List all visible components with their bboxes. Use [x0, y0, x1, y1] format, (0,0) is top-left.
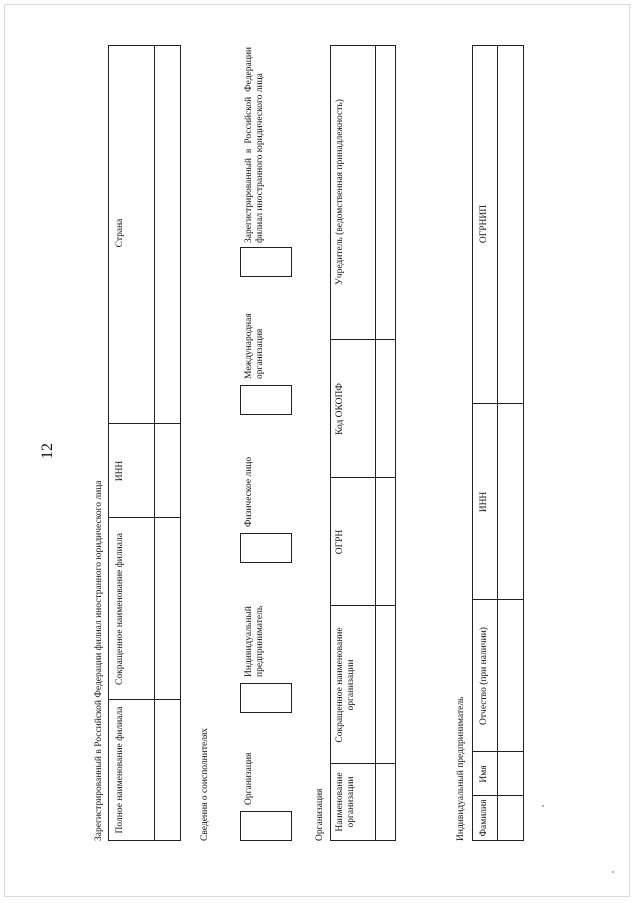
ie-header-name: Имя — [479, 765, 489, 783]
ie-header-patronymic: Отчество (при наличии) — [479, 627, 489, 725]
option-foreign-branch-label: Зарегистрированный в Российской Федерации филиал иностранного юридического лица — [244, 47, 265, 243]
org-header-ogrn: ОГРН — [335, 529, 345, 555]
entrepreneur-caption: Индивидуальный предприниматель — [456, 696, 466, 841]
co-executors-caption: Сведения о соисполнителях — [200, 727, 210, 841]
option-international-org-label: Международная организация — [244, 313, 265, 379]
checkbox-entrepreneur[interactable] — [240, 683, 292, 713]
branch-header-inn: ИНН — [115, 460, 125, 482]
ie-header-inn: ИНН — [479, 491, 489, 513]
org-header-founder: Учредитель (ведомственная принадлежность) — [335, 99, 345, 285]
scan-speck — [612, 871, 614, 873]
branch-header-full-name: Полное наименование филиала — [115, 706, 125, 834]
branch-caption: Зарегистрированный в Российской Федерации филиал иностранного юридического лица — [94, 480, 104, 841]
checkbox-foreign-branch[interactable] — [240, 247, 292, 277]
checkbox-international-org[interactable] — [240, 385, 292, 415]
branch-table — [108, 45, 181, 841]
org-header-name: Наименование организации — [335, 772, 356, 832]
branch-header-short-name: Сокращенное наименование филиала — [115, 533, 125, 685]
organization-table — [330, 45, 396, 841]
option-individual-label: Физическое лицо — [244, 456, 254, 527]
entrepreneur-table — [472, 45, 524, 841]
scan-speck — [542, 805, 544, 807]
ie-header-surname: Фамилия — [479, 799, 489, 837]
option-entrepreneur-label: Индивидуальный предприниматель — [244, 605, 265, 677]
page-number: 12 — [39, 443, 56, 459]
ie-header-ogrnip: ОГРНИП — [479, 204, 489, 244]
checkbox-organization[interactable] — [240, 811, 292, 841]
org-header-okopf: Код ОКОПФ — [335, 383, 345, 435]
organization-caption: Организация — [315, 788, 325, 841]
checkbox-individual[interactable] — [240, 533, 292, 563]
option-organization-label: Организация — [244, 752, 254, 805]
org-header-short-name: Сокращенное наименование организации — [335, 627, 356, 743]
branch-header-country: Страна — [115, 218, 125, 248]
